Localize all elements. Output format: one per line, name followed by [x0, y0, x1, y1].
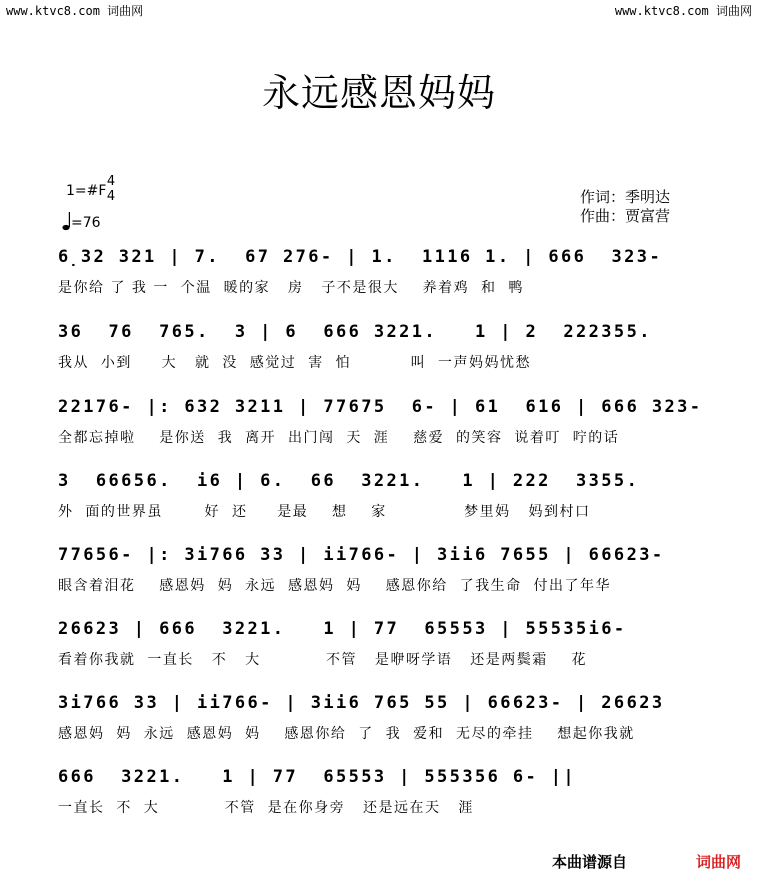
lyrics-line: 眼含着泪花 感恩妈 妈 永远 感恩妈 妈 感恩你给 了我生命 付出了年华: [58, 578, 612, 594]
lyrics-line: 全都忘掉啦 是你送 我 离开 出门闯 天 涯 慈爱 的笑容 说着叮 咛的话: [58, 430, 620, 446]
time-signature-top: 4: [106, 174, 116, 189]
lyrics-line: 我从 小到 大 就 没 感觉过 害 怕 叫 一声妈妈忧愁: [58, 355, 532, 371]
time-signature-bottom: 4: [106, 189, 116, 204]
notes-line: 26623 | 666 3221. 1 | 77 65553 | 55535i6-: [58, 619, 627, 639]
notes-line: 22176- |: 632 3211 | 77675 6- | 61 616 | 666 323-: [58, 397, 703, 417]
score-system-2: [58, 322, 708, 380]
watermark-left: www.ktvc8.com 词曲网: [6, 4, 144, 18]
score-system-6: [58, 619, 708, 677]
quarter-note-icon: [62, 211, 71, 231]
score-system-7: [58, 693, 708, 751]
page-title: 永远感恩妈妈: [261, 71, 496, 115]
notes-line: 3 66656. i6 | 6. 66 3221. 1 | 222 3355.: [58, 471, 640, 491]
lyrics-line: 是你给 了 我 一 个温 暖的家 房 子不是很大 养着鸡 和 鸭: [58, 280, 524, 296]
watermark-right: www.ktvc8.com 词曲网: [614, 4, 752, 18]
notes-line: 77656- |: 3i766 33 | ii766- | 3ii6 7655 | 66623-: [58, 545, 665, 565]
lyrics-line: 一直长 不 大 不管 是在你身旁 还是远在天 涯: [58, 800, 474, 816]
key-signature: 1=#F: [66, 183, 107, 199]
notes-line: 3i766 33 | ii766- | 3ii6 765 55 | 66623- | 26623: [58, 693, 665, 713]
time-signature: [106, 174, 116, 204]
lyrics-line: 看着你我就 一直长 不 大 不管 是咿呀学语 还是两鬓霜 花: [58, 652, 588, 668]
source-label: 本曲谱源自: [552, 853, 628, 871]
notes-line: 666 3221. 1 | 77 65553 | 555356 6- ||: [58, 767, 577, 787]
score-system-8: [58, 767, 708, 825]
lyrics-line: 外 面的世界虽 好 还 是最 想 家 梦里妈 妈到村口: [58, 504, 591, 520]
lyrics-line: 感恩妈 妈 永远 感恩妈 妈 感恩你给 了 我 爱和 无尽的牵挂 想起你我就: [58, 726, 635, 742]
score-system-5: [58, 545, 708, 603]
composer-credit: 作曲：贾富营: [580, 207, 671, 225]
lyricist-credit: 作词：季明达: [580, 188, 671, 206]
source-logo: 词曲网: [696, 853, 742, 871]
score-system-1: [58, 247, 708, 305]
notes-line: 36 76 765. 3 | 6 666 3221. 1 | 2 222355.: [58, 322, 652, 342]
score-system-3: [58, 397, 708, 455]
notes-line: 6̣32 321 | 7. 67 276- | 1. 1116 1. | 666 323-: [58, 247, 663, 267]
tempo-mark: =76: [71, 215, 101, 231]
score-system-4: [58, 471, 708, 529]
